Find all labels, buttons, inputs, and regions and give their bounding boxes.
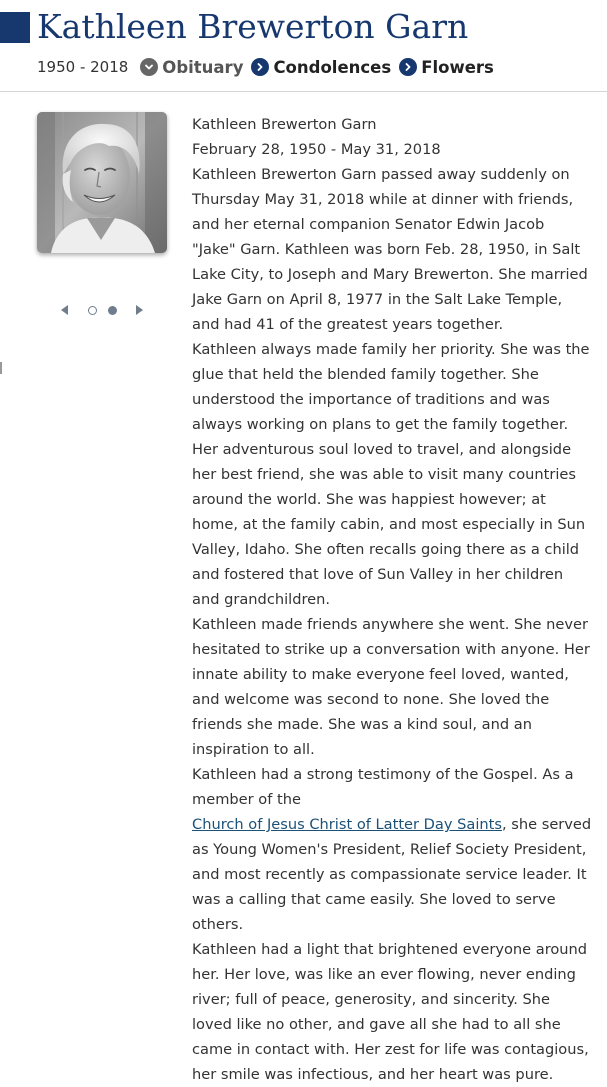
obituary-tab-label: Obituary	[162, 57, 244, 77]
chevron-right-circle-icon	[251, 58, 269, 76]
church-link[interactable]: Church of Jesus Christ of Latter Day Saints	[192, 816, 502, 833]
carousel-prev-button[interactable]	[58, 303, 72, 317]
header-accent-bar	[0, 12, 30, 43]
flowers-tab[interactable]	[399, 58, 494, 77]
flowers-tab-label: Flowers	[421, 57, 494, 77]
chevron-right-circle-icon	[399, 58, 417, 76]
obituary-paragraph: Kathleen always made family her priority. She was the glue that held the blended family together. She understood the importance of traditions and was always working on plans to get the family together.	[192, 341, 590, 433]
portrait-photo[interactable]	[37, 112, 167, 253]
life-years: 1950 - 2018	[37, 58, 129, 76]
life-dates: February 28, 1950 - May 31, 2018	[192, 141, 441, 158]
deceased-name: Kathleen Brewerton Garn	[192, 116, 377, 133]
header-divider	[0, 91, 607, 92]
obituary-paragraph: Kathleen made friends anywhere she went. She never hesitated to strike up a conversation with anyone. Her innate ability to make everyone feel loved, wanted, and welcome was second to none. She loved the friends she made. She was a kind soul, and an inspiration to all.	[192, 616, 590, 758]
page-title: Kathleen Brewerton Garn	[37, 7, 469, 46]
carousel-dot-1[interactable]	[88, 306, 97, 315]
triangle-right-icon	[135, 305, 143, 315]
obituary-text	[192, 112, 592, 1087]
triangle-left-icon	[61, 305, 69, 315]
carousel-next-button[interactable]	[132, 303, 146, 317]
carousel-dot-2[interactable]	[108, 306, 117, 315]
condolences-tab-label: Condolences	[273, 57, 392, 77]
obituary-paragraph: Kathleen Brewerton Garn passed away suddenly on Thursday May 31, 2018 while at dinner with friends, and her eternal companion Senator Edwin Jacob "Jake" Garn. Kathleen was born Feb. 28, 1950, in Salt Lake City, to Joseph and Mary Brewerton. She married Jake Garn on April 8, 1977 in the Salt Lake Temple, and had 41 of the greatest years together.	[192, 166, 588, 333]
obituary-subnav	[37, 54, 502, 80]
obituary-paragraph	[192, 762, 592, 937]
paragraph-text: , she served as Young Women's President, Relief Society President, and most recently as compassionate service leader. It was a calling that came easily. She loved to serve others.	[192, 816, 592, 933]
obituary-tab[interactable]	[140, 58, 243, 77]
obituary-paragraph: Kathleen had a light that brightened everyone around her. Her love, was like an ever flowing, never ending river; full of peace, generosity, and sincerity. She loved like no other, and gave all she had to all she came in contact with. Her zest for life was contagious, her smile was infectious, and her heart was pure.	[192, 941, 589, 1083]
paragraph-text: Kathleen had a strong testimony of the Gospel. As a member of the	[192, 766, 574, 808]
obituary-paragraph: Her adventurous soul loved to travel, and alongside her best friend, she was able to visit many countries around the world. She was happiest however; at home, at the family cabin, and most especially in Sun Valley, Idaho. She often recalls going there as a child and fostered that love of Sun Valley in her children and grandchildren.	[192, 441, 586, 608]
condolences-tab[interactable]	[251, 58, 391, 77]
page-edge-marker	[0, 362, 2, 374]
chevron-down-circle-icon	[140, 58, 158, 76]
carousel-dots	[88, 306, 117, 315]
photo-carousel-controls	[58, 301, 146, 319]
